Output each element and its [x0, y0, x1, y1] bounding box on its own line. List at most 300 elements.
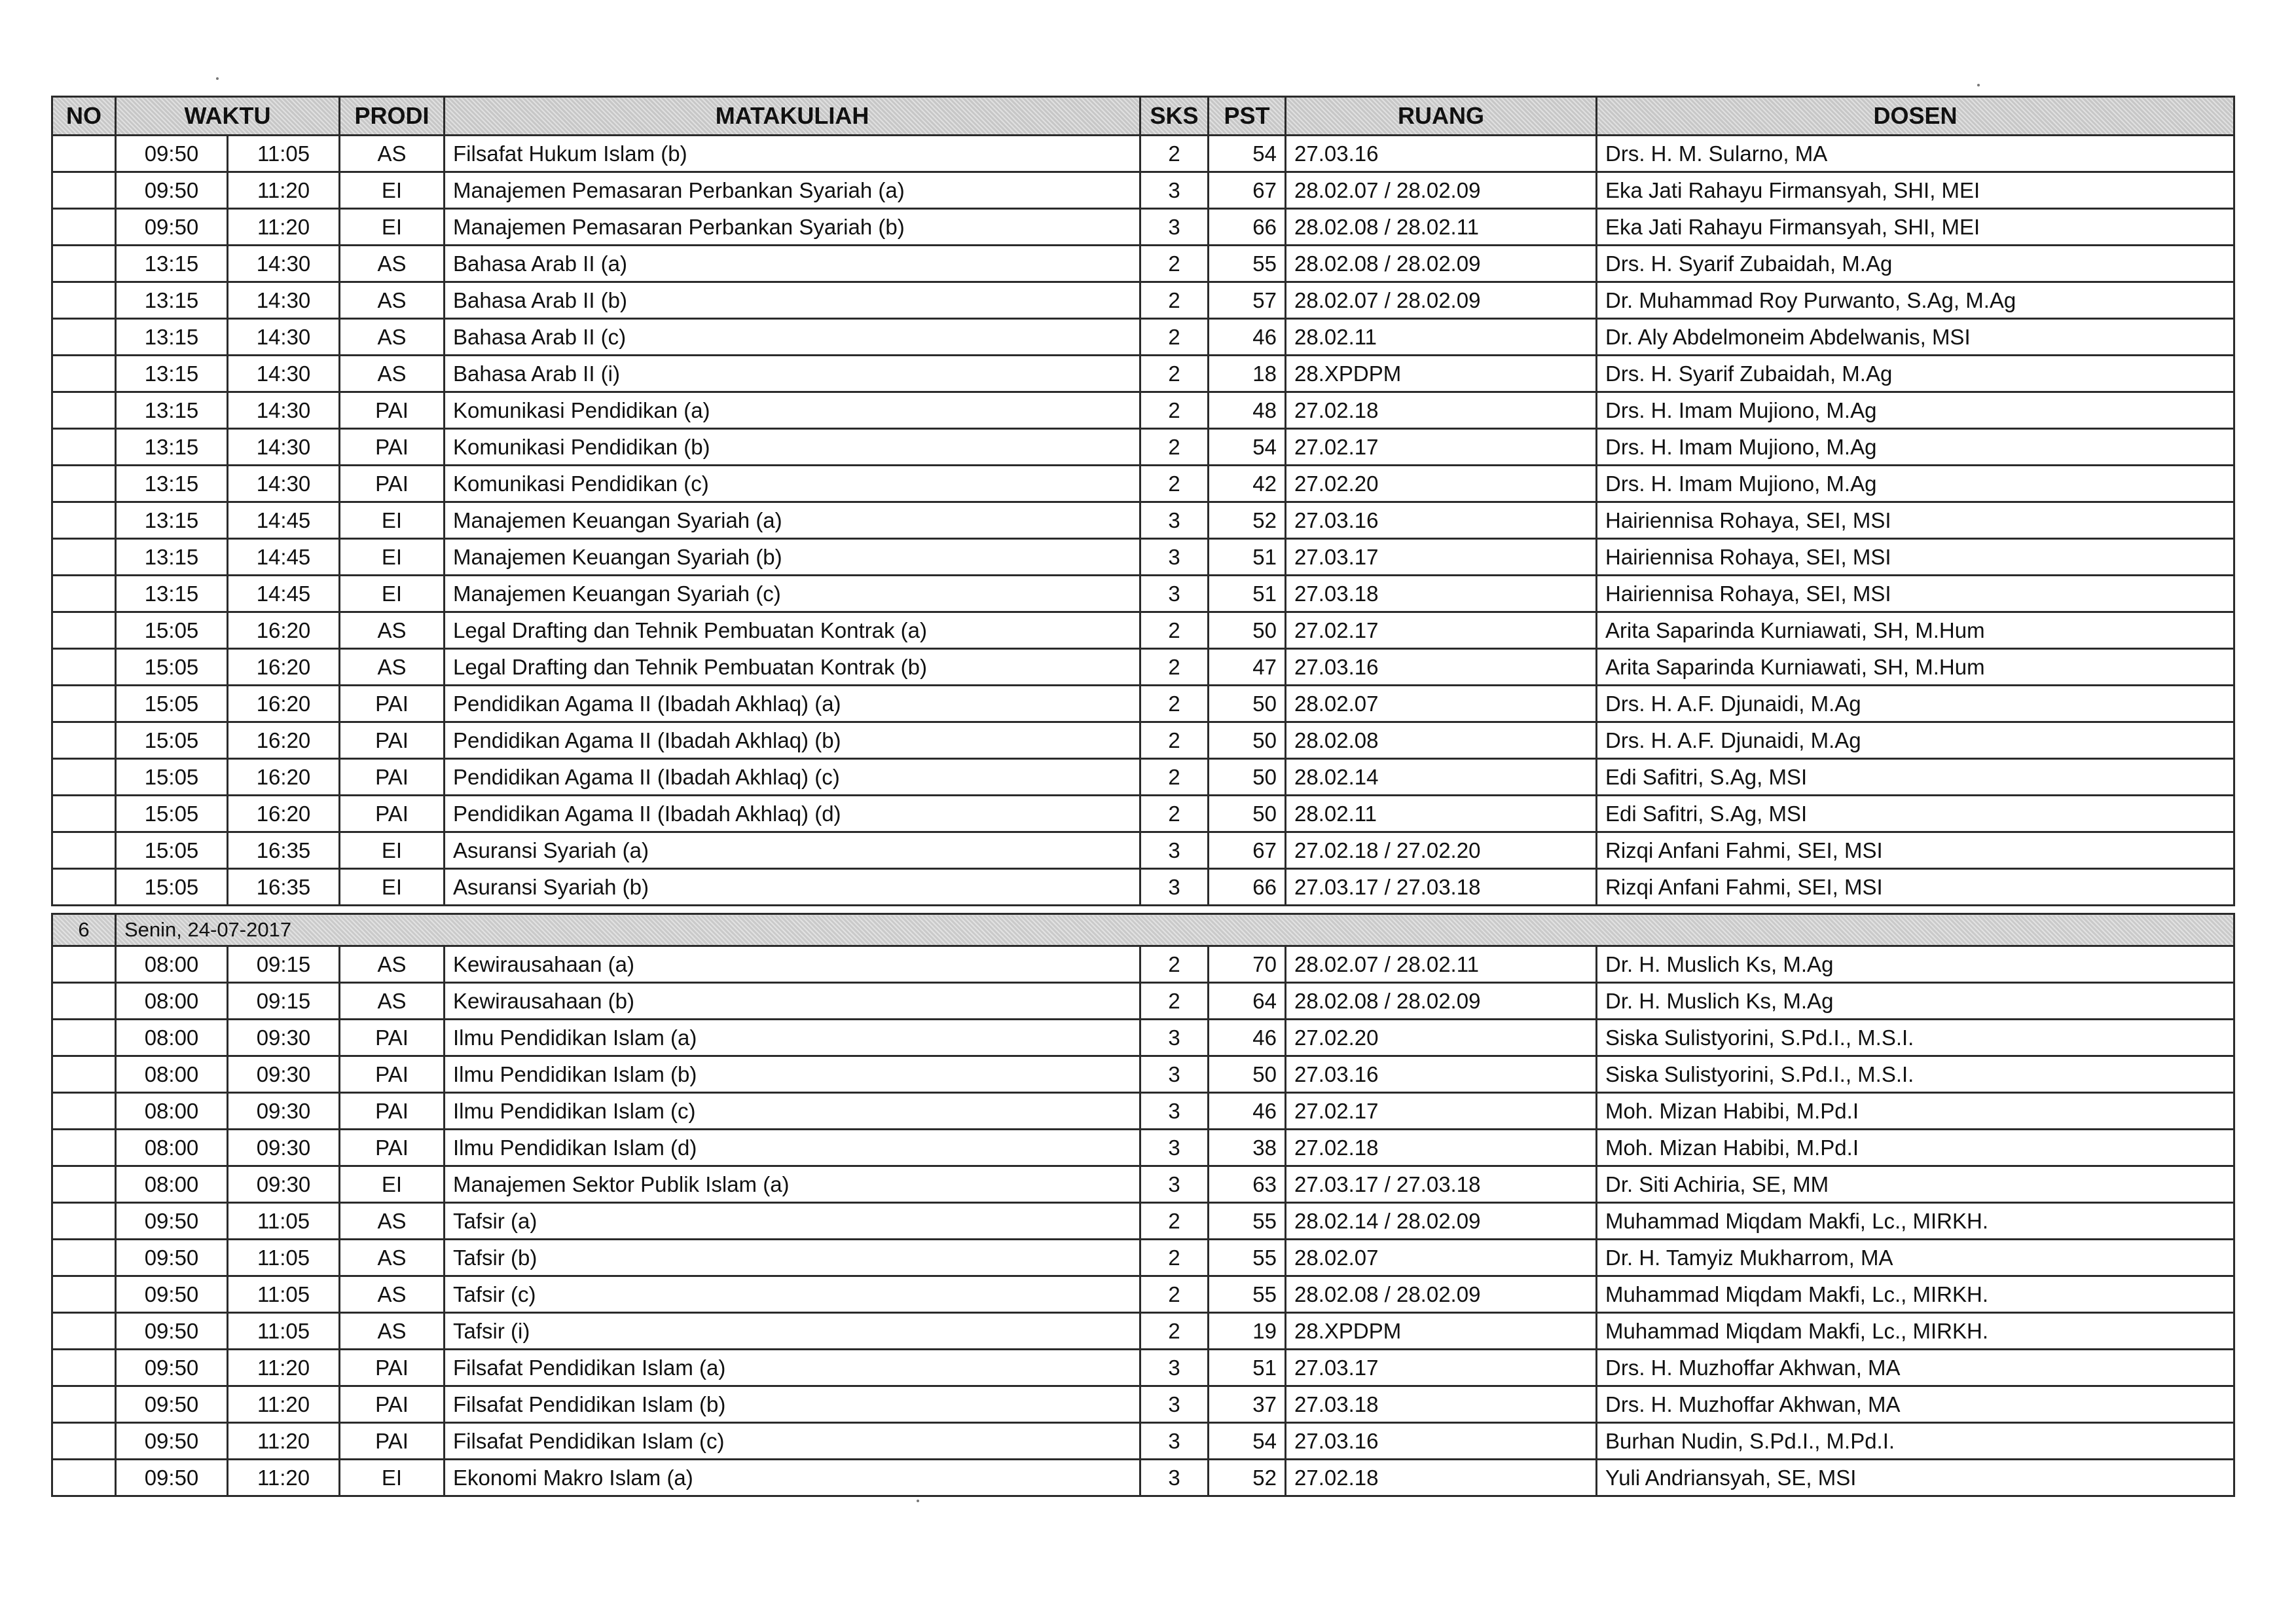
end-time: 09:30	[228, 1020, 340, 1056]
course-name: Legal Drafting dan Tehnik Pembuatan Kontrak (b)	[445, 649, 1140, 686]
end-time: 14:30	[228, 246, 340, 282]
lecturer: Edi Safitri, S.Ag, MSI	[1597, 759, 2234, 796]
table-row	[52, 649, 2234, 686]
sks: 3	[1140, 832, 1209, 869]
course-name: Ilmu Pendidikan Islam (a)	[445, 1020, 1140, 1056]
lecturer: Drs. H. Syarif Zubaidah, M.Ag	[1597, 356, 2234, 392]
section1-body	[52, 136, 2234, 906]
end-time: 11:05	[228, 1276, 340, 1313]
prodi: EI	[340, 869, 445, 906]
end-time: 14:30	[228, 356, 340, 392]
prodi: PAI	[340, 392, 445, 429]
no-cell	[52, 722, 116, 759]
end-time: 14:45	[228, 576, 340, 612]
end-time: 11:20	[228, 172, 340, 209]
sks: 2	[1140, 466, 1209, 502]
lecturer: Edi Safitri, S.Ag, MSI	[1597, 796, 2234, 832]
start-time: 08:00	[116, 983, 228, 1020]
table-row	[52, 1423, 2234, 1460]
table-row	[52, 429, 2234, 466]
start-time: 13:15	[116, 539, 228, 576]
no-cell	[52, 1350, 116, 1386]
start-time: 13:15	[116, 282, 228, 319]
room: 27.02.18 / 27.02.20	[1286, 832, 1597, 869]
no-cell	[52, 502, 116, 539]
lecturer: Muhammad Miqdam Makfi, Lc., MIRKH.	[1597, 1203, 2234, 1240]
prodi: PAI	[340, 1093, 445, 1130]
lecturer: Drs. H. Syarif Zubaidah, M.Ag	[1597, 246, 2234, 282]
no-cell	[52, 172, 116, 209]
prodi: AS	[340, 983, 445, 1020]
lecturer: Dr. H. Muslich Ks, M.Ag	[1597, 983, 2234, 1020]
sks: 2	[1140, 946, 1209, 983]
start-time: 13:15	[116, 319, 228, 356]
course-name: Bahasa Arab II (a)	[445, 246, 1140, 282]
prodi: PAI	[340, 1130, 445, 1166]
course-name: Ilmu Pendidikan Islam (c)	[445, 1093, 1140, 1130]
end-time: 11:20	[228, 209, 340, 246]
course-name: Manajemen Keuangan Syariah (b)	[445, 539, 1140, 576]
room: 28.XPDPM	[1286, 356, 1597, 392]
prodi: EI	[340, 209, 445, 246]
sks: 3	[1140, 539, 1209, 576]
table-row	[52, 136, 2234, 172]
start-time: 15:05	[116, 832, 228, 869]
participants: 67	[1209, 832, 1286, 869]
start-time: 13:15	[116, 502, 228, 539]
prodi: EI	[340, 576, 445, 612]
table-row	[52, 1093, 2234, 1130]
lecturer: Siska Sulistyorini, S.Pd.I., M.S.I.	[1597, 1020, 2234, 1056]
prodi: PAI	[340, 686, 445, 722]
participants: 51	[1209, 1350, 1286, 1386]
prodi: PAI	[340, 759, 445, 796]
header-dosen: DOSEN	[1597, 97, 2234, 136]
participants: 50	[1209, 796, 1286, 832]
no-cell	[52, 1093, 116, 1130]
course-name: Ilmu Pendidikan Islam (d)	[445, 1130, 1140, 1166]
sks: 2	[1140, 356, 1209, 392]
table-row	[52, 1313, 2234, 1350]
prodi: EI	[340, 1460, 445, 1496]
participants: 57	[1209, 282, 1286, 319]
end-time: 16:35	[228, 832, 340, 869]
course-name: Legal Drafting dan Tehnik Pembuatan Kontrak (a)	[445, 612, 1140, 649]
table-row	[52, 983, 2234, 1020]
end-time: 11:20	[228, 1350, 340, 1386]
course-name: Pendidikan Agama II (Ibadah Akhlaq) (c)	[445, 759, 1140, 796]
course-name: Filsafat Pendidikan Islam (b)	[445, 1386, 1140, 1423]
sks: 3	[1140, 1166, 1209, 1203]
sks: 2	[1140, 1240, 1209, 1276]
table-row	[52, 502, 2234, 539]
room: 27.02.17	[1286, 612, 1597, 649]
no-cell	[52, 649, 116, 686]
no-cell	[52, 319, 116, 356]
end-time: 11:20	[228, 1386, 340, 1423]
sks: 2	[1140, 686, 1209, 722]
header-matakuliah: MATAKULIAH	[445, 97, 1140, 136]
course-name: Bahasa Arab II (c)	[445, 319, 1140, 356]
separator-cell	[52, 906, 2234, 914]
start-time: 09:50	[116, 1460, 228, 1496]
end-time: 09:15	[228, 946, 340, 983]
end-time: 11:20	[228, 1460, 340, 1496]
course-name: Pendidikan Agama II (Ibadah Akhlaq) (a)	[445, 686, 1140, 722]
sks: 2	[1140, 1313, 1209, 1350]
lecturer: Arita Saparinda Kurniawati, SH, M.Hum	[1597, 612, 2234, 649]
no-cell	[52, 869, 116, 906]
start-time: 08:00	[116, 1093, 228, 1130]
sks: 3	[1140, 1460, 1209, 1496]
start-time: 08:00	[116, 1056, 228, 1093]
table-row	[52, 466, 2234, 502]
lecturer: Drs. H. A.F. Djunaidi, M.Ag	[1597, 722, 2234, 759]
prodi: EI	[340, 1166, 445, 1203]
lecturer: Siska Sulistyorini, S.Pd.I., M.S.I.	[1597, 1056, 2234, 1093]
lecturer: Hairiennisa Rohaya, SEI, MSI	[1597, 576, 2234, 612]
participants: 55	[1209, 1276, 1286, 1313]
participants: 64	[1209, 983, 1286, 1020]
participants: 50	[1209, 759, 1286, 796]
course-name: Pendidikan Agama II (Ibadah Akhlaq) (b)	[445, 722, 1140, 759]
start-time: 09:50	[116, 136, 228, 172]
course-name: Komunikasi Pendidikan (b)	[445, 429, 1140, 466]
room: 27.02.17	[1286, 429, 1597, 466]
participants: 46	[1209, 1020, 1286, 1056]
room: 28.XPDPM	[1286, 1313, 1597, 1350]
prodi: AS	[340, 1313, 445, 1350]
room: 28.02.11	[1286, 319, 1597, 356]
prodi: AS	[340, 1240, 445, 1276]
sks: 2	[1140, 722, 1209, 759]
participants: 19	[1209, 1313, 1286, 1350]
no-cell	[52, 1386, 116, 1423]
course-name: Tafsir (i)	[445, 1313, 1140, 1350]
start-time: 09:50	[116, 209, 228, 246]
course-name: Tafsir (a)	[445, 1203, 1140, 1240]
end-time: 11:20	[228, 1423, 340, 1460]
start-time: 09:50	[116, 1276, 228, 1313]
no-cell	[52, 1276, 116, 1313]
start-time: 13:15	[116, 392, 228, 429]
start-time: 13:15	[116, 356, 228, 392]
start-time: 09:50	[116, 1386, 228, 1423]
no-cell	[52, 1020, 116, 1056]
lecturer: Moh. Mizan Habibi, M.Pd.I	[1597, 1130, 2234, 1166]
scan-speck	[216, 77, 219, 80]
no-cell	[52, 1203, 116, 1240]
end-time: 09:30	[228, 1166, 340, 1203]
start-time: 13:15	[116, 576, 228, 612]
lecturer: Muhammad Miqdam Makfi, Lc., MIRKH.	[1597, 1313, 2234, 1350]
participants: 67	[1209, 172, 1286, 209]
end-time: 09:30	[228, 1130, 340, 1166]
participants: 37	[1209, 1386, 1286, 1423]
sks: 3	[1140, 1020, 1209, 1056]
no-cell	[52, 356, 116, 392]
day-number: 6	[52, 914, 116, 946]
sks: 3	[1140, 869, 1209, 906]
end-time: 16:20	[228, 759, 340, 796]
table-row	[52, 1130, 2234, 1166]
participants: 66	[1209, 869, 1286, 906]
end-time: 11:05	[228, 1203, 340, 1240]
lecturer: Muhammad Miqdam Makfi, Lc., MIRKH.	[1597, 1276, 2234, 1313]
course-name: Filsafat Pendidikan Islam (c)	[445, 1423, 1140, 1460]
prodi: AS	[340, 649, 445, 686]
sks: 3	[1140, 172, 1209, 209]
header-prodi: PRODI	[340, 97, 445, 136]
participants: 42	[1209, 466, 1286, 502]
table-row	[52, 209, 2234, 246]
table-row	[52, 282, 2234, 319]
start-time: 09:50	[116, 1203, 228, 1240]
prodi: EI	[340, 502, 445, 539]
participants: 50	[1209, 686, 1286, 722]
lecturer: Drs. H. Imam Mujiono, M.Ag	[1597, 392, 2234, 429]
course-name: Asuransi Syariah (a)	[445, 832, 1140, 869]
sks: 2	[1140, 136, 1209, 172]
end-time: 16:20	[228, 796, 340, 832]
end-time: 14:30	[228, 429, 340, 466]
end-time: 09:15	[228, 983, 340, 1020]
sks: 3	[1140, 1423, 1209, 1460]
lecturer: Eka Jati Rahayu Firmansyah, SHI, MEI	[1597, 209, 2234, 246]
course-name: Bahasa Arab II (b)	[445, 282, 1140, 319]
table-row	[52, 356, 2234, 392]
start-time: 15:05	[116, 686, 228, 722]
day-header-row	[52, 914, 2234, 946]
room: 27.02.20	[1286, 1020, 1597, 1056]
no-cell	[52, 136, 116, 172]
prodi: PAI	[340, 429, 445, 466]
no-cell	[52, 612, 116, 649]
course-name: Komunikasi Pendidikan (c)	[445, 466, 1140, 502]
scan-speck	[1977, 84, 1980, 86]
table-row	[52, 832, 2234, 869]
sks: 3	[1140, 1350, 1209, 1386]
room: 28.02.07 / 28.02.09	[1286, 282, 1597, 319]
sks: 3	[1140, 1056, 1209, 1093]
participants: 63	[1209, 1166, 1286, 1203]
no-cell	[52, 576, 116, 612]
prodi: PAI	[340, 1423, 445, 1460]
end-time: 16:20	[228, 612, 340, 649]
participants: 47	[1209, 649, 1286, 686]
no-cell	[52, 686, 116, 722]
no-cell	[52, 983, 116, 1020]
end-time: 14:30	[228, 319, 340, 356]
start-time: 13:15	[116, 466, 228, 502]
end-time: 14:30	[228, 392, 340, 429]
lecturer: Rizqi Anfani Fahmi, SEI, MSI	[1597, 832, 2234, 869]
sks: 2	[1140, 392, 1209, 429]
participants: 51	[1209, 539, 1286, 576]
end-time: 09:30	[228, 1056, 340, 1093]
no-cell	[52, 1130, 116, 1166]
lecturer: Hairiennisa Rohaya, SEI, MSI	[1597, 539, 2234, 576]
sks: 3	[1140, 576, 1209, 612]
participants: 46	[1209, 319, 1286, 356]
prodi: EI	[340, 832, 445, 869]
course-name: Ilmu Pendidikan Islam (b)	[445, 1056, 1140, 1093]
prodi: AS	[340, 246, 445, 282]
no-cell	[52, 539, 116, 576]
table-row	[52, 539, 2234, 576]
no-cell	[52, 1313, 116, 1350]
prodi: AS	[340, 612, 445, 649]
course-name: Ekonomi Makro Islam (a)	[445, 1460, 1140, 1496]
course-name: Kewirausahaan (b)	[445, 983, 1140, 1020]
prodi: AS	[340, 356, 445, 392]
prodi: AS	[340, 282, 445, 319]
course-name: Tafsir (b)	[445, 1240, 1140, 1276]
end-time: 14:45	[228, 539, 340, 576]
participants: 55	[1209, 246, 1286, 282]
room: 28.02.08 / 28.02.09	[1286, 246, 1597, 282]
room: 27.03.18	[1286, 1386, 1597, 1423]
start-time: 08:00	[116, 1130, 228, 1166]
room: 27.03.17	[1286, 539, 1597, 576]
room: 28.02.08 / 28.02.11	[1286, 209, 1597, 246]
header-ruang: RUANG	[1286, 97, 1597, 136]
room: 27.03.18	[1286, 576, 1597, 612]
sks: 2	[1140, 759, 1209, 796]
table-row	[52, 1386, 2234, 1423]
no-cell	[52, 1166, 116, 1203]
lecturer: Dr. H. Tamyiz Mukharrom, MA	[1597, 1240, 2234, 1276]
lecturer: Drs. H. Muzhoffar Akhwan, MA	[1597, 1386, 2234, 1423]
lecturer: Drs. H. Imam Mujiono, M.Ag	[1597, 466, 2234, 502]
room: 27.02.18	[1286, 1130, 1597, 1166]
end-time: 11:05	[228, 1240, 340, 1276]
start-time: 13:15	[116, 246, 228, 282]
no-cell	[52, 1460, 116, 1496]
participants: 50	[1209, 722, 1286, 759]
participants: 48	[1209, 392, 1286, 429]
participants: 54	[1209, 1423, 1286, 1460]
room: 28.02.11	[1286, 796, 1597, 832]
table-row	[52, 1460, 2234, 1496]
header-waktu: WAKTU	[116, 97, 340, 136]
participants: 70	[1209, 946, 1286, 983]
room: 28.02.07	[1286, 1240, 1597, 1276]
lecturer: Drs. H. A.F. Djunaidi, M.Ag	[1597, 686, 2234, 722]
participants: 38	[1209, 1130, 1286, 1166]
prodi: EI	[340, 172, 445, 209]
room: 28.02.14	[1286, 759, 1597, 796]
sks: 2	[1140, 1203, 1209, 1240]
no-cell	[52, 1423, 116, 1460]
prodi: PAI	[340, 1056, 445, 1093]
end-time: 16:20	[228, 722, 340, 759]
end-time: 11:05	[228, 136, 340, 172]
end-time: 16:20	[228, 686, 340, 722]
table-row	[52, 392, 2234, 429]
scan-speck	[917, 1500, 919, 1502]
start-time: 08:00	[116, 946, 228, 983]
prodi: AS	[340, 946, 445, 983]
room: 27.03.16	[1286, 502, 1597, 539]
no-cell	[52, 429, 116, 466]
course-name: Asuransi Syariah (b)	[445, 869, 1140, 906]
table-row	[52, 246, 2234, 282]
room: 27.03.17	[1286, 1350, 1597, 1386]
sks: 2	[1140, 983, 1209, 1020]
course-name: Manajemen Keuangan Syariah (c)	[445, 576, 1140, 612]
day-label: Senin, 24-07-2017	[116, 914, 2234, 946]
sks: 2	[1140, 796, 1209, 832]
lecturer: Eka Jati Rahayu Firmansyah, SHI, MEI	[1597, 172, 2234, 209]
section-separator	[52, 906, 2234, 946]
table-row	[52, 576, 2234, 612]
end-time: 09:30	[228, 1093, 340, 1130]
prodi: PAI	[340, 722, 445, 759]
table-row	[52, 1350, 2234, 1386]
table-row	[52, 612, 2234, 649]
no-cell	[52, 1056, 116, 1093]
course-name: Manajemen Keuangan Syariah (a)	[445, 502, 1140, 539]
start-time: 09:50	[116, 1240, 228, 1276]
header-sks: SKS	[1140, 97, 1209, 136]
table-row	[52, 1240, 2234, 1276]
lecturer: Drs. H. M. Sularno, MA	[1597, 136, 2234, 172]
lecturer: Dr. Aly Abdelmoneim Abdelwanis, MSI	[1597, 319, 2234, 356]
room: 28.02.07 / 28.02.11	[1286, 946, 1597, 983]
table-row	[52, 869, 2234, 906]
sks: 3	[1140, 1386, 1209, 1423]
room: 27.02.18	[1286, 392, 1597, 429]
table-row	[52, 946, 2234, 983]
room: 27.02.20	[1286, 466, 1597, 502]
start-time: 15:05	[116, 796, 228, 832]
participants: 55	[1209, 1203, 1286, 1240]
participants: 55	[1209, 1240, 1286, 1276]
no-cell	[52, 466, 116, 502]
start-time: 15:05	[116, 649, 228, 686]
prodi: PAI	[340, 466, 445, 502]
room: 27.03.16	[1286, 1423, 1597, 1460]
header-pst: PST	[1209, 97, 1286, 136]
start-time: 15:05	[116, 869, 228, 906]
room: 27.03.16	[1286, 136, 1597, 172]
lecturer: Dr. Siti Achiria, SE, MM	[1597, 1166, 2234, 1203]
prodi: PAI	[340, 1020, 445, 1056]
table-row	[52, 1020, 2234, 1056]
lecturer: Drs. H. Imam Mujiono, M.Ag	[1597, 429, 2234, 466]
start-time: 09:50	[116, 1350, 228, 1386]
room: 28.02.07 / 28.02.09	[1286, 172, 1597, 209]
section2-body	[52, 946, 2234, 1496]
prodi: AS	[340, 136, 445, 172]
sks: 2	[1140, 429, 1209, 466]
sks: 2	[1140, 319, 1209, 356]
prodi: AS	[340, 1276, 445, 1313]
sks: 2	[1140, 246, 1209, 282]
lecturer: Burhan Nudin, S.Pd.I., M.Pd.I.	[1597, 1423, 2234, 1460]
room: 27.02.18	[1286, 1460, 1597, 1496]
room: 27.02.17	[1286, 1093, 1597, 1130]
start-time: 13:15	[116, 429, 228, 466]
course-name: Filsafat Pendidikan Islam (a)	[445, 1350, 1140, 1386]
table-row	[52, 1166, 2234, 1203]
table-row	[52, 759, 2234, 796]
course-name: Manajemen Sektor Publik Islam (a)	[445, 1166, 1140, 1203]
participants: 54	[1209, 136, 1286, 172]
table-row	[52, 1203, 2234, 1240]
participants: 66	[1209, 209, 1286, 246]
